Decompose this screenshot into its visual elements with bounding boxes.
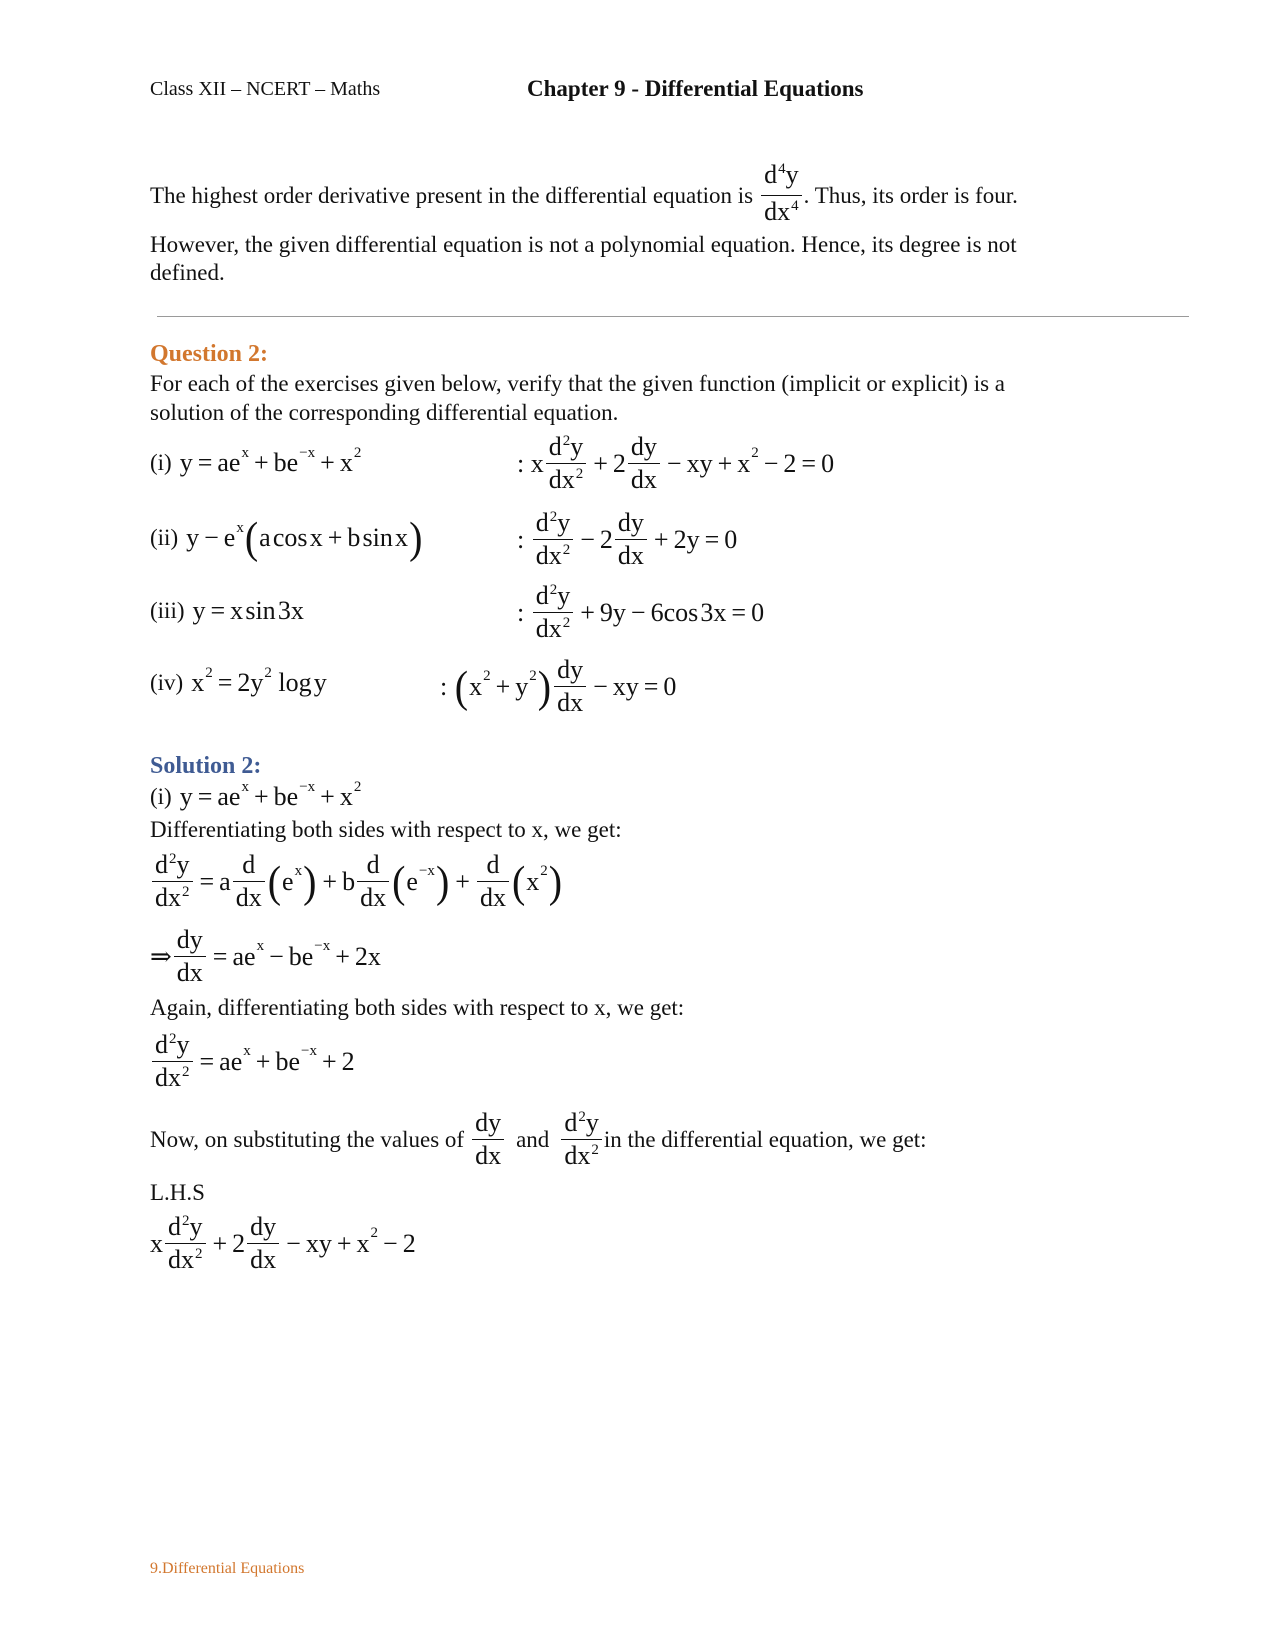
question-line-1: For each of the exercises given below, verify that the given function (implicit or explicit) is a (150, 371, 1005, 396)
question-i-function: (i) y = ae x + be −x + x 2 (150, 444, 362, 477)
intro-line-3: defined. (150, 260, 225, 285)
intro-text-a: The highest order derivative present in the differential equation is (150, 183, 754, 208)
question-iv-function: (iv) x 2 = 2y 2 log y (150, 664, 327, 697)
fraction-d4y-dx4: $\frac{d^4y}{dx^4}$ (761, 160, 802, 231)
item-label-i: (i) (150, 450, 172, 475)
solution-eq-3: $\frac{d^2y}{dx^2}$ = ae x + be −x + 2 (150, 1030, 355, 1093)
question-title: Question 2: (150, 341, 269, 367)
solution-i-function: (i) y = ae x + be −x + x 2 (150, 778, 362, 811)
question-ii-equation: : $\frac{d^2y}{dx^2}$ − 2 $\frac{dy}{dx}$ + 2y = 0 (517, 508, 738, 570)
lhs-label: L.H.S (150, 1180, 205, 1205)
item-label-ii: (ii) (150, 525, 179, 550)
horizontal-divider (157, 316, 1189, 317)
subst-text-and: and (516, 1126, 550, 1152)
item-label-iii: (iii) (150, 598, 185, 623)
subst-text-a: Now, on substituting the values of (150, 1126, 465, 1152)
item-label-iv: (iv) (150, 670, 184, 695)
chapter-title: Chapter 9 - Differential Equations (527, 76, 864, 101)
solution-diff-text-2: Again, differentiating both sides with respect to x, we get: (150, 995, 685, 1020)
question-iv-equation: : ( x 2 + y 2 ) $\frac{dy}{dx}$ − xy = 0 (440, 655, 677, 717)
solution-label-i: (i) (150, 784, 172, 809)
question-i-equation: : x $\frac{d^2y}{dx^2}$ + 2 $\frac{dy}{dx}$ − xy + x 2 − 2 = 0 (517, 432, 835, 494)
solution-eq-1: $\frac{d^2y}{dx^2}$ = a $\frac{d}{dx}$ ( e x ) + b $\frac{d}{dx}$ ( e −x ) + $\frac{d}{dx}$ ( x 2 ) (150, 850, 563, 913)
intro-line-1 (150, 160, 1018, 231)
solution-diff-text-1: Differentiating both sides with respect to x, we get: (150, 817, 622, 842)
question-ii-function: (ii) y − e x ( a cos x + b sin x ) (150, 512, 423, 563)
question-iii-equation: : $\frac{d^2y}{dx^2}$ + 9y − 6cos 3x = 0 (517, 581, 765, 643)
header-class-label: Class XII – NCERT – Maths (150, 78, 381, 100)
page-footer: 9.Differential Equations (150, 1560, 305, 1577)
solution-eq-2: ⇒ $\frac{dy}{dx}$ = ae x − be −x + 2x (150, 925, 381, 987)
solution-substitution-line: Now, on substituting the values of $\frac{dy}{dx}$ and $\frac{d^2y}{dx^2}$ in the differential equation, we get: (150, 1108, 927, 1170)
solution-title: Solution 2: (150, 753, 262, 779)
lhs-expression: x $\frac{d^2y}{dx^2}$ + 2 $\frac{dy}{dx}$ − xy + x 2 − 2 (150, 1212, 416, 1274)
question-line-2: solution of the corresponding differential equation. (150, 400, 619, 425)
intro-text-b: . Thus, its order is four. (803, 183, 1018, 208)
question-iii-function: (iii) y = x sin 3x (150, 596, 304, 625)
intro-line-2: However, the given differential equation is not a polynomial equation. Hence, its degree is not (150, 232, 1017, 257)
subst-text-b: in the differential equation, we get: (603, 1126, 927, 1152)
